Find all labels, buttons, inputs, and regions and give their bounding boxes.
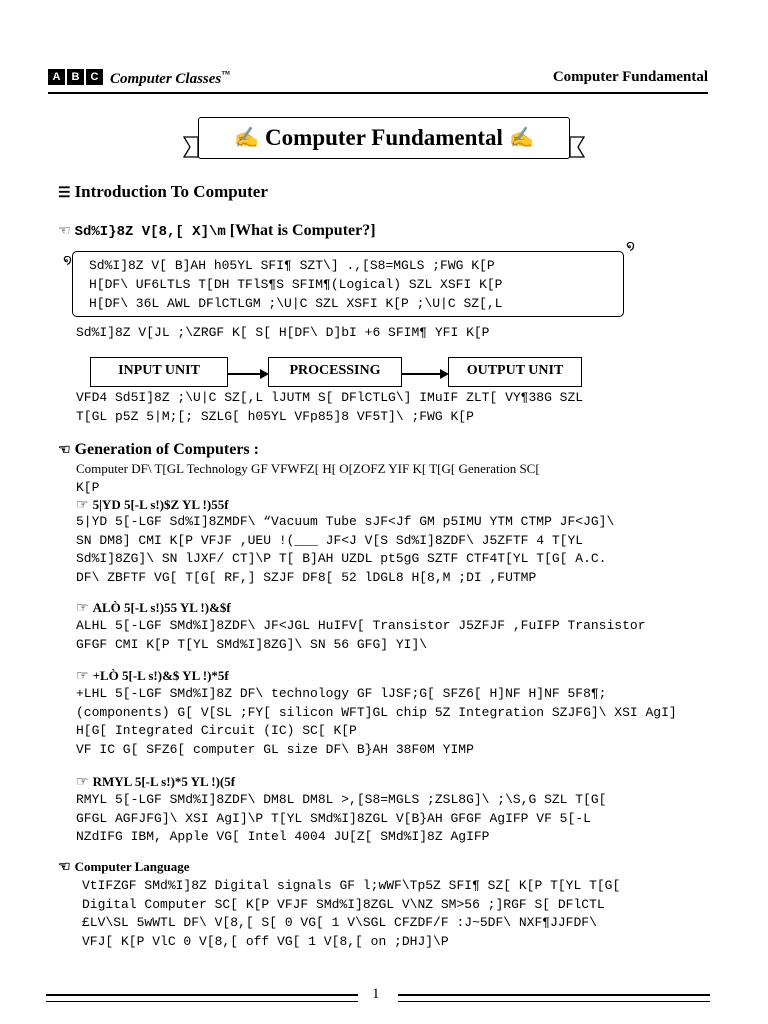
generation-intro xyxy=(76,460,716,497)
definition-scroll xyxy=(63,239,635,317)
gen4-title xyxy=(76,773,235,791)
page-header xyxy=(48,68,708,90)
pointer-hand-icon: ☜ xyxy=(58,443,71,458)
after-scroll-line: Sd%I]8Z V[JL ;\ZRGF K[ S[ H[DF\ D]bI +6 SFIM¶ YFI K[P xyxy=(76,325,490,340)
title-banner xyxy=(198,117,570,161)
generation-heading xyxy=(58,441,259,459)
input-unit-box: INPUT UNIT xyxy=(90,357,228,387)
pointing-finger-icon: ☞ xyxy=(76,669,89,684)
gen2-line: ALHL 5[-LGF SMd%I]8ZDF\ JF<JGL HuIFV[ Transistor J5ZFJF ,FuIFP Transistor xyxy=(76,618,646,633)
after-scroll-text xyxy=(76,324,489,343)
what-is-encoded: Sd%I}8Z V[8,[ X]\m xyxy=(74,224,226,240)
language-line: £LV\SL 5wWTL DF\ V[8,[ S[ 0 VG[ 1 V\SGL CFZDF/F :J~5DF\ NXF¶JJFDF\ xyxy=(82,915,597,930)
page-number: 1 xyxy=(372,986,380,1002)
scroll-curl-right-icon: ໑ xyxy=(626,239,635,254)
logo-letter-a: A xyxy=(48,69,65,85)
pointing-finger-icon: ☞ xyxy=(76,775,89,790)
header-rule xyxy=(48,92,708,94)
gen1-title-text: 5|YD 5[-L s!)$Z YL !)55f xyxy=(92,497,229,512)
pointer-hand-icon: ☜ xyxy=(58,860,71,875)
arrow-right-icon xyxy=(401,373,447,375)
language-body xyxy=(82,877,620,951)
gen1-line: Sd%I]8ZG]\ SN lJXF/ CT]\P T[ B]AH UZDL pt5gG SZTF CTF4T[YL T[G[ A.C. xyxy=(76,551,607,566)
gen2-line: GFGF CMI K[P T[YL SMd%I]8ZG]\ SN 56 GFG] YI]\ xyxy=(76,636,428,652)
arrow-right-icon xyxy=(227,373,267,375)
gen3-line: +LHL 5[-LGF SMd%I]8Z DF\ technology GF lJSF;G[ SFZ6[ H]NF H]NF 5F8¶; xyxy=(76,686,607,701)
what-is-heading xyxy=(58,222,376,240)
language-line: Digital Computer SC[ K[P VFJF SMd%I]8ZGL V\NZ SM>56 ;]RGF S[ DFlCTL xyxy=(82,896,605,912)
scroll-line: H[DF\ UF6LTLS T[DH TFlS¶S SFIM¶(Logical) SZL XSFI K[P xyxy=(89,277,503,292)
logo-letter-c: C xyxy=(86,69,103,85)
gen1-line: DF\ ZBFTF VG[ T[G[ RF,] SZJF DF8[ 52 lDGL8 H[8,M ;DI ,FUTMP xyxy=(76,569,537,585)
logo-letter-b: B xyxy=(67,69,84,85)
gen1-title xyxy=(76,496,229,514)
language-heading-text: Computer Language xyxy=(74,859,190,874)
books-icon: ☰ xyxy=(58,186,71,201)
gen1-line: SN DM8] CMI K[P VFJF ,UEU !(___ JF<J V[S Sd%I]8ZDF\ J5ZFTF 4 T[YL xyxy=(76,532,584,548)
gen2-body xyxy=(76,617,646,654)
after-flow-text xyxy=(76,389,583,426)
pointing-finger-icon: ☞ xyxy=(76,601,89,616)
gen3-line: VF IC G[ SFZ6[ computer GL size DF\ B}AH 38F0M YIMP xyxy=(76,741,474,757)
scroll-line: H[DF\ 36L AWL DFlCTLGM ;\U|C SZL XSFI K[P ;\U|C SZ[,L xyxy=(89,296,503,311)
language-line: VtIFZGF SMd%I]8Z Digital signals GF l;wWF\Tp5Z SFI¶ SZ[ K[P T[YL T[G[ xyxy=(82,878,621,893)
trademark-mark: ™ xyxy=(221,69,231,79)
gen2-title xyxy=(76,599,231,617)
after-flow-line: T[GL p5Z 5|M;[; SZLG[ h05YL VFp85]8 VF5T]\ ;FWG K[P xyxy=(76,408,474,424)
gen3-title-text: +LÒ 5[-L s!)&$ YL !)*5f xyxy=(92,668,229,683)
generation-intro-line: Computer DF\ T[GL Technology GF VFWFZ[ H[ O[ZOFZ YIF K[ T[G[ Generation SC[ xyxy=(76,461,540,476)
scroll-curl-left-icon: ໑ xyxy=(63,253,72,268)
gen3-line: (components) G[ V[SL ;FY[ silicon WFT]GL chip 5Z Integration SZJFG]\ XSI AgI] xyxy=(76,704,677,720)
generation-heading-text: Generation of Computers : xyxy=(74,441,259,458)
gen1-body xyxy=(76,513,614,587)
title-box xyxy=(198,117,570,159)
what-is-english: [What is Computer?] xyxy=(229,222,376,239)
scroll-line: Sd%I]8Z V[ B]AH h05YL SFI¶ SZT\] .,[S8=MGLS ;FWG K[P xyxy=(89,258,495,273)
intro-heading-text: Introduction To Computer xyxy=(74,182,268,201)
language-line: VFJ[ K[P VlC 0 V[8,[ off VG[ 1 V[8,[ on ;DHJ]\P xyxy=(82,933,449,949)
gen4-line: GFGL AGFJFG]\ XSI AgI]\P T[YL SMd%I]8ZGL V[B}AH GFGF AgIFP VF 5[-L xyxy=(76,810,591,826)
page-title: Computer Fundamental xyxy=(265,125,503,150)
header-right-title: Computer Fundamental xyxy=(552,69,708,85)
pen-right-icon: ✍ xyxy=(508,127,534,149)
footer-rule-left xyxy=(46,994,358,1002)
language-heading xyxy=(58,859,190,876)
pointing-finger-icon: ☞ xyxy=(76,498,89,513)
gen4-line: NZdIFG IBM, Apple VG[ Intel 4004 JU[Z[ SMd%I]8Z AgIFP xyxy=(76,829,490,844)
gen1-line: 5|YD 5[-LGF Sd%I]8ZMDF\ “Vacuum Tube sJF<Jf GM p5IMU YTM CTMP JF<JG]\ xyxy=(76,514,615,529)
generation-intro-line: K[P xyxy=(76,479,100,495)
after-flow-line: VFD4 Sd5I]8Z ;\U|C SZ[,L lJUTM S[ DFlCTLG\] IMuIF ZLT[ VY¶38G SZL xyxy=(76,390,584,405)
gen4-line: RMYL 5[-LGF SMd%I]8ZDF\ DM8L DM8L >,[S8=MGLS ;ZSL8G]\ ;\S,G SZL T[G[ xyxy=(76,792,607,807)
definition-text xyxy=(89,256,502,313)
footer-rule-right xyxy=(398,994,710,1002)
pen-left-icon: ✍ xyxy=(234,127,260,149)
brand-text: Computer Classes xyxy=(110,71,222,87)
gen3-body xyxy=(76,685,677,759)
gen3-line: H[G[ Integrated Circuit (IC) SC[ K[P xyxy=(76,723,357,738)
gen4-body xyxy=(76,791,607,847)
processing-box: PROCESSING xyxy=(268,357,402,387)
pointer-hand-icon: ☜ xyxy=(58,224,71,239)
brand-name xyxy=(110,69,230,88)
gen2-title-text: ALÒ 5[-L s!)55 YL !)&$f xyxy=(92,600,231,615)
output-unit-box: OUTPUT UNIT xyxy=(448,357,582,387)
gen4-title-text: RMYL 5[-L s!)*5 YL !)(5f xyxy=(92,774,236,789)
abc-logo xyxy=(48,69,103,85)
gen3-title xyxy=(76,667,229,685)
intro-heading xyxy=(58,182,268,202)
